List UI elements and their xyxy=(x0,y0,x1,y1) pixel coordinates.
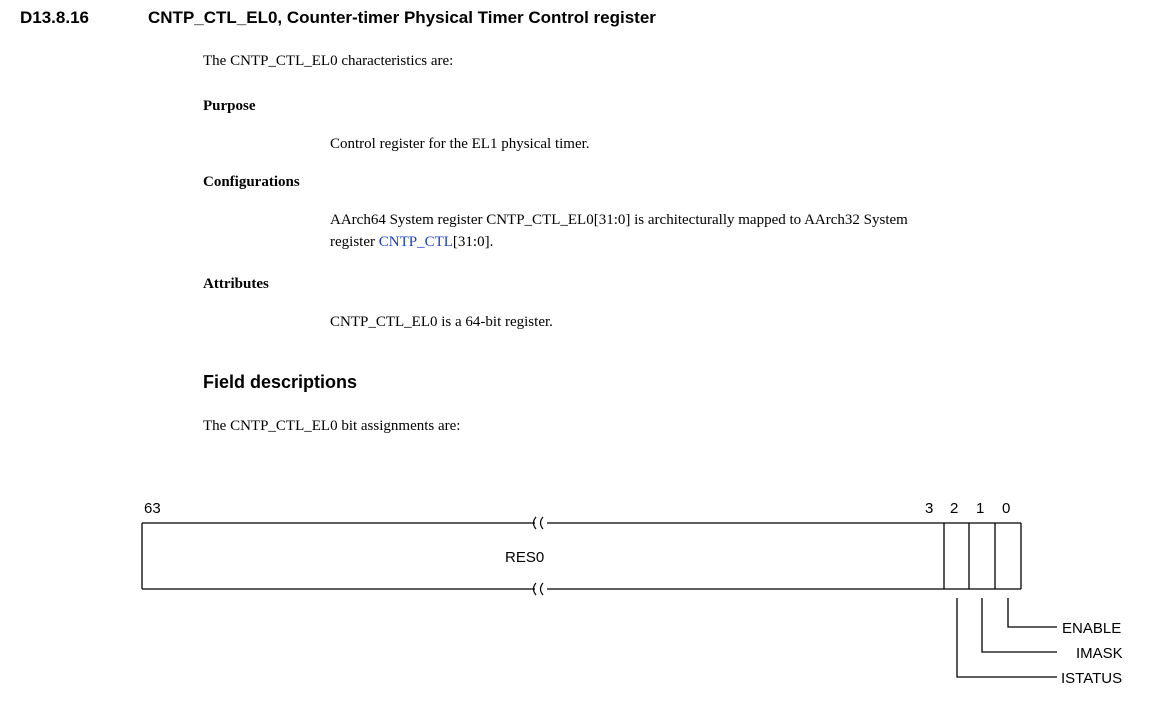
bit-label-63: 63 xyxy=(144,500,161,517)
register-box xyxy=(142,523,1021,589)
configurations-line-2-suffix: [31:0]. xyxy=(452,234,494,250)
configurations-line-2-prefix: register xyxy=(330,234,379,250)
res0-label: RES0 xyxy=(505,549,545,566)
cntp-ctl-link[interactable]: CNTP_CTL xyxy=(378,234,453,250)
enable-leader-line xyxy=(1008,598,1057,627)
bit-label-0: 0 xyxy=(1002,500,1011,517)
purpose-text: Control register for the EL1 physical timer. xyxy=(330,136,590,152)
configurations-heading: Configurations xyxy=(203,174,300,190)
purpose-heading: Purpose xyxy=(203,98,256,114)
field-descriptions-heading: Field descriptions xyxy=(203,372,358,392)
break-curve-top-b xyxy=(541,517,544,529)
configurations-line-1: AArch64 System register CNTP_CTL_EL0[31:0] is architecturally mapped to AArch32 System xyxy=(330,212,908,228)
bit-label-3: 3 xyxy=(925,500,934,517)
section-title: CNTP_CTL_EL0, Counter-timer Physical Timer Control register xyxy=(148,8,656,27)
bit-label-1: 1 xyxy=(976,500,985,517)
section-number: D13.8.16 xyxy=(20,8,89,27)
intro-text: The CNTP_CTL_EL0 characteristics are: xyxy=(203,53,454,69)
field-descriptions-intro: The CNTP_CTL_EL0 bit assignments are: xyxy=(203,418,461,434)
field-label-istatus: ISTATUS xyxy=(1061,670,1123,687)
break-curve-bottom-b xyxy=(541,583,544,595)
imask-leader-line xyxy=(982,598,1057,652)
attributes-heading: Attributes xyxy=(203,276,269,292)
attributes-text: CNTP_CTL_EL0 is a 64-bit register. xyxy=(330,314,553,330)
istatus-leader-line xyxy=(957,598,1057,677)
field-label-enable: ENABLE xyxy=(1062,620,1122,637)
bit-label-2: 2 xyxy=(950,500,959,517)
field-label-imask: IMASK xyxy=(1076,645,1123,662)
